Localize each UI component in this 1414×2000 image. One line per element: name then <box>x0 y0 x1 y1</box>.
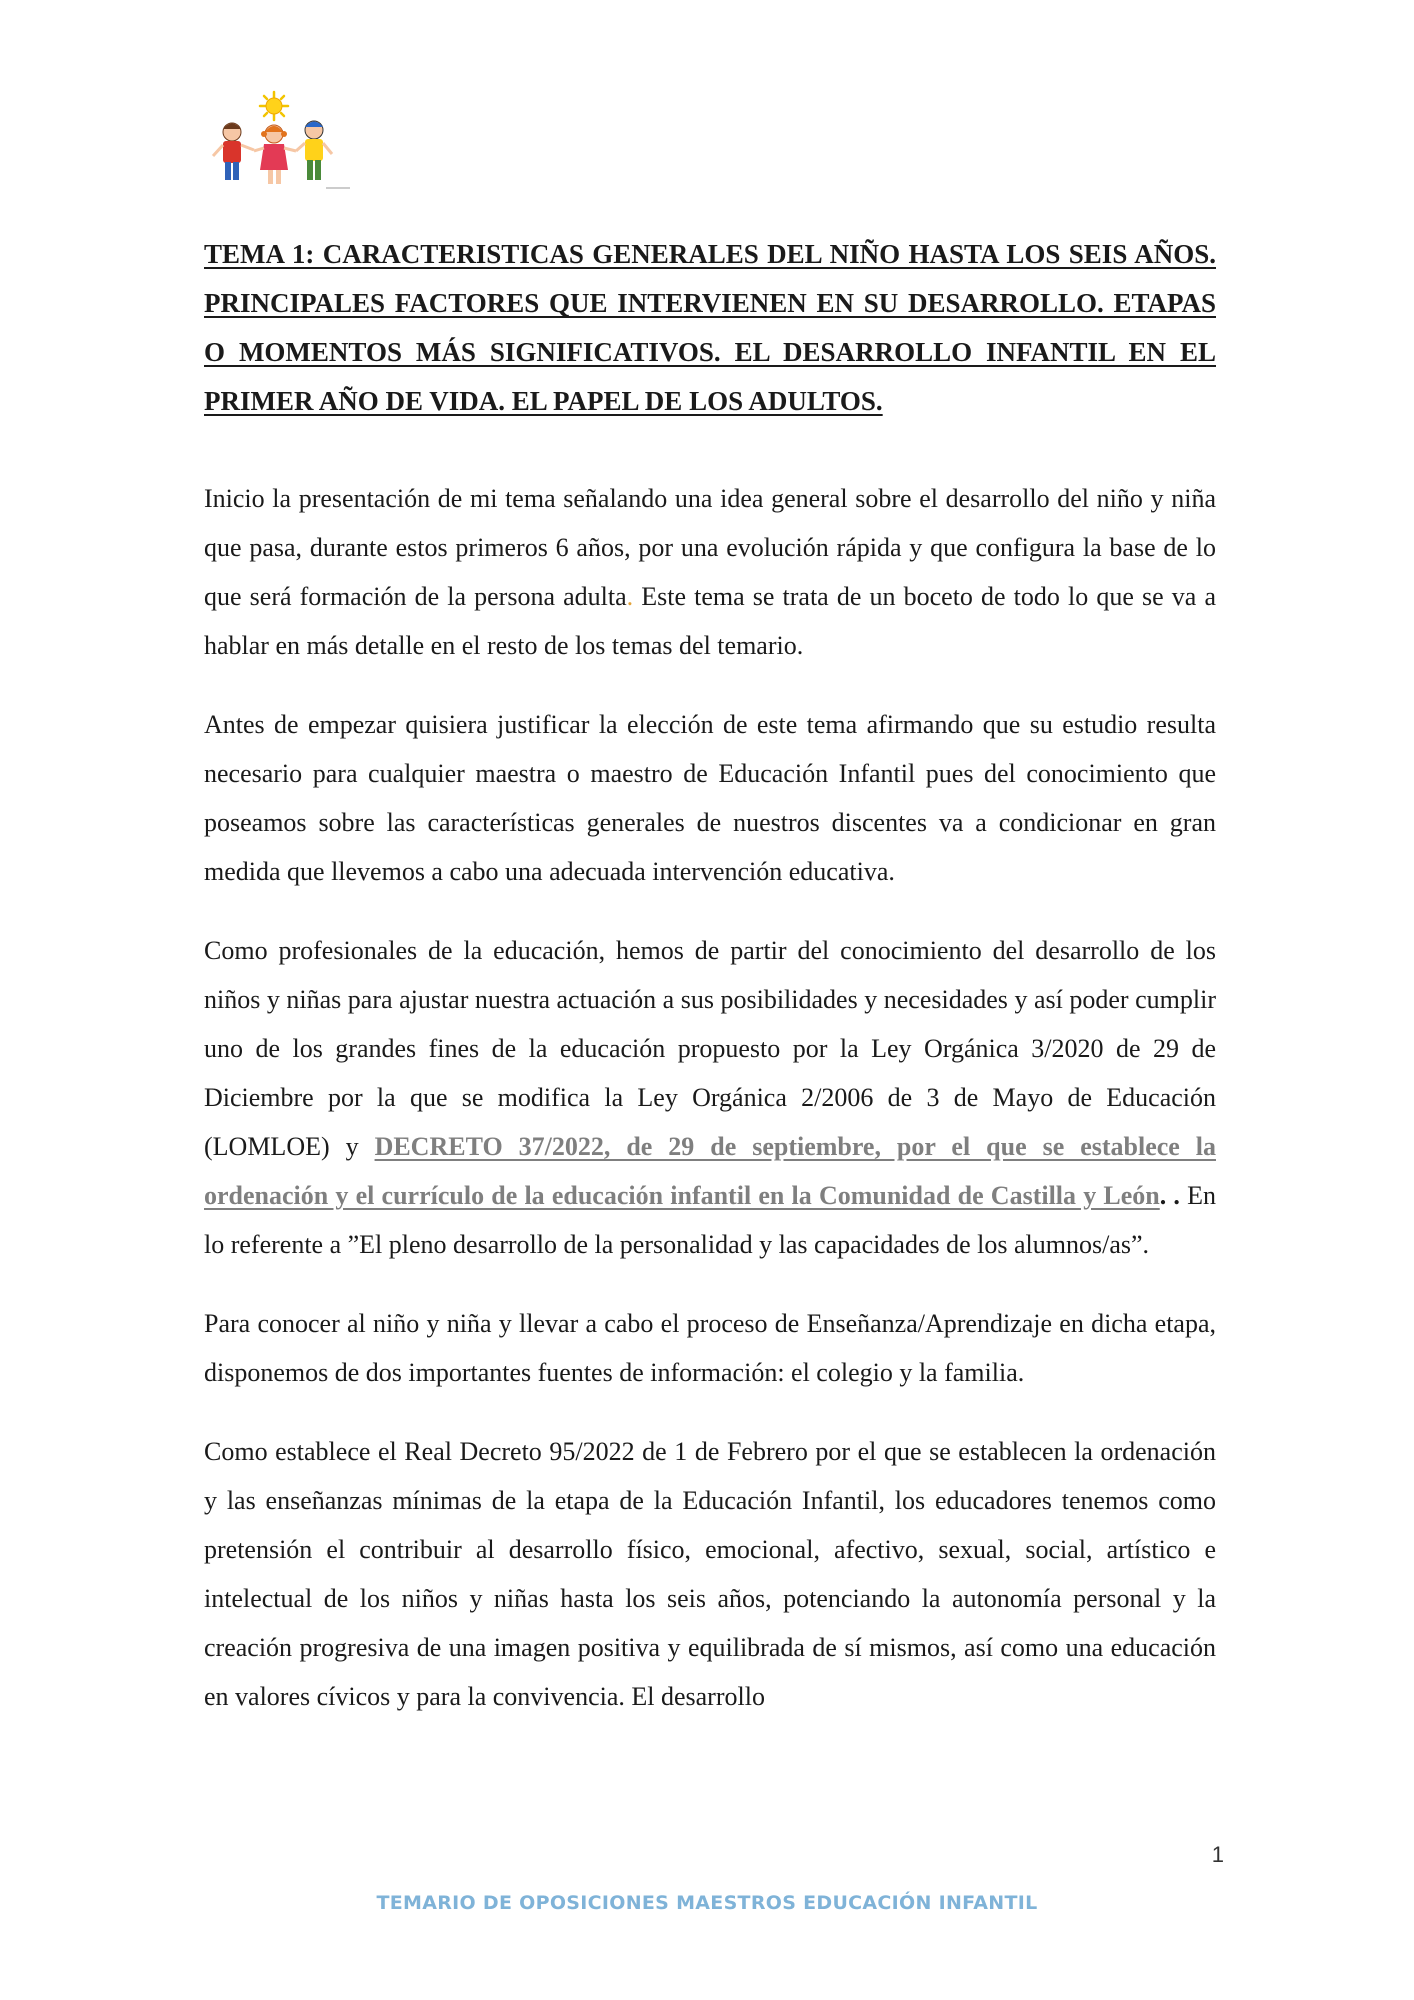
paragraph-sources: Para conocer al niño y niña y llevar a cabo el proceso de Enseñanza/Aprendizaje en dicha etapa, disponemos de dos importantes fuentes de información: el colegio y la familia. <box>204 1309 1216 1387</box>
paragraph-real-decreto: Como establece el Real Decreto 95/2022 de 1 de Febrero por el que se establecen la ordenación y las enseñanzas mínimas de la etapa de la Educación Infantil, los educadores tenemos como pretensión el contribuir al desarrollo físico, emocional, afectivo, sexual, social, artístico e intelectual de los niños y niñas hasta los seis años, potenciando la autonomía personal y la creación progresiva de una imagen positiva y equilibrada de sí mismos, así como una educación en valores cívicos y para la convivencia. El desarrollo <box>204 1437 1216 1711</box>
paragraph-intro <box>204 474 1216 670</box>
decree-link[interactable]: DECRETO 37/2022, de 29 de septiembre, por el que se establece la ordenación y el currículo de la educación infantil en la Comunidad de Castilla y León <box>204 1132 1216 1210</box>
paragraph-intro-text-a: Inicio la presentación de mi tema señalando una idea general sobre el desarrollo del niño y niña que pasa, durante estos primeros 6 años, por una evolución rápida y que configura la base de lo que será formación de la persona adulta <box>204 484 1216 611</box>
paragraph-justification: Antes de empezar quisiera justificar la elección de este tema afirmando que su estudio resulta necesario para cualquier maestra o maestro de Educación Infantil pues del conocimiento que poseamos sobre las características generales de nuestros discentes va a condicionar en gran medida que llevemos a cabo una adecuada intervención educativa. <box>204 710 1216 886</box>
paragraph-legislation-text-b: En lo referente a ”El pleno desarrollo de la personalidad y las capacidades de los alumnos/as”. <box>204 1181 1217 1259</box>
document-title: TEMA 1: CARACTERISTICAS GENERALES DEL NIÑO HASTA LOS SEIS AÑOS. PRINCIPALES FACTORES QUE INTERVIENEN EN SU DESARROLLO. ETAPAS O MOMENTOS MÁS SIGNIFICATIVOS. EL DESARROLLO INFANTIL EN EL PRIMER AÑO DE VIDA. EL PAPEL DE LOS ADULTOS. <box>204 239 1216 416</box>
document-body <box>204 230 1216 1751</box>
page-number: 1 <box>1211 1842 1224 1867</box>
children-sun-logo <box>208 90 358 202</box>
children-sun-icon <box>208 90 358 202</box>
paragraph-legislation-dots: . . <box>1159 1181 1180 1210</box>
paragraph-intro-dot: . <box>626 582 634 611</box>
page-footer: TEMARIO DE OPOSICIONES MAESTROS EDUCACIÓN INFANTIL <box>376 1892 1038 1914</box>
paragraph-legislation <box>204 926 1216 1269</box>
paragraph-legislation-text-a: Como profesionales de la educación, hemos de partir del conocimiento del desarrollo de los niños y niñas para ajustar nuestra actuación a sus posibilidades y necesidades y así poder cumplir uno de los grandes fines de la educación propuesto por la Ley Orgánica 3/2020 de 29 de Diciembre por la que se modifica la Ley Orgánica 2/2006 de 3 de Mayo de Educación (LOMLOE) y <box>204 936 1216 1161</box>
paragraph-intro-text-b: Este tema se trata de un boceto de todo lo que se va a hablar en más detalle en el resto de los temas del temario. <box>204 582 1216 660</box>
